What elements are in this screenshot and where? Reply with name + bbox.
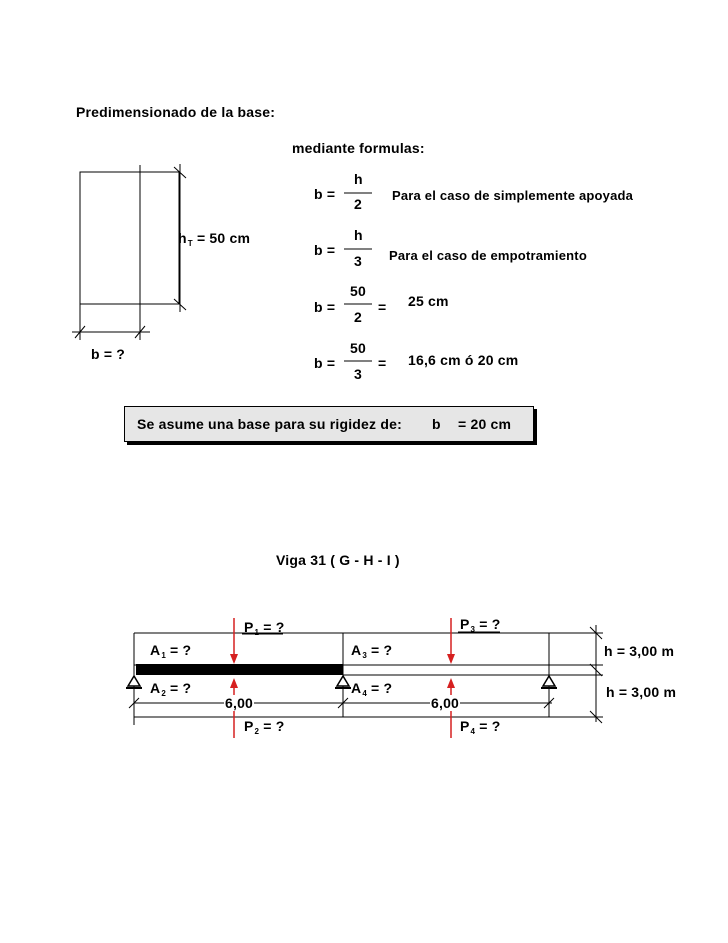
section-title: Predimensionado de la base: [76,104,276,120]
formula-1-note: Para el caso de simplemente apoyada [392,188,634,203]
beam-thick-segment [136,664,343,675]
formula-1-den: 2 [354,196,362,212]
load-arrow-1 [230,618,238,664]
support-mid [335,676,351,688]
formula-4-num: 50 [350,340,366,356]
span-label-1: 6,00 [225,695,254,711]
load-label-p2: $P_2$ = ? [244,718,285,736]
area-label-a4: $A_4$ = ? [351,680,393,698]
beam-title: Viga 31 ( G - H - I ) [276,552,400,568]
formula-3-result: 25 cm [408,293,449,309]
assumption-var: b [432,416,441,432]
height-label-1: h = 3,00 m [604,643,675,659]
area-label-a3: $A_3$ = ? [351,642,393,660]
support-left [126,676,142,688]
width-label: b = ? [91,346,126,362]
formula-3-num: 50 [350,283,366,299]
formula-3-eq: = [378,299,387,315]
method-label: mediante formulas: [292,140,425,156]
formula-3-den: 2 [354,309,362,325]
formula-2-lhs: b = [314,242,336,258]
load-arrow-3 [447,618,455,664]
support-right [541,676,557,688]
area-label-a2: $A_2$ = ? [150,680,192,698]
formula-1-num: h [354,171,363,187]
assumption-value: = 20 cm [458,416,512,432]
formula-4-lhs: b = [314,355,336,371]
area-label-a1: $A_1$ = ? [150,642,192,660]
span-label-2: 6,00 [431,695,460,711]
formula-2-num: h [354,227,363,243]
formula-2-den: 3 [354,253,362,269]
assumption-text: Se asume una base para su rigidez de: [137,416,402,432]
load-label-p1: $P_1$ = ? [244,619,285,637]
formula-2-note: Para el caso de empotramiento [389,248,587,263]
formula-3-lhs: b = [314,299,336,315]
load-label-p3: $P_3$ = ? [460,616,501,634]
formula-4-den: 3 [354,366,362,382]
formula-4-result: 16,6 cm ó 20 cm [408,352,519,368]
formula-4-eq: = [378,355,387,371]
load-label-p4: $P_4$ = ? [460,718,501,736]
formula-1-lhs: b = [314,186,336,202]
height-label-2: h = 3,00 m [606,684,677,700]
height-label: $h_T = 50$ cm [178,230,251,248]
